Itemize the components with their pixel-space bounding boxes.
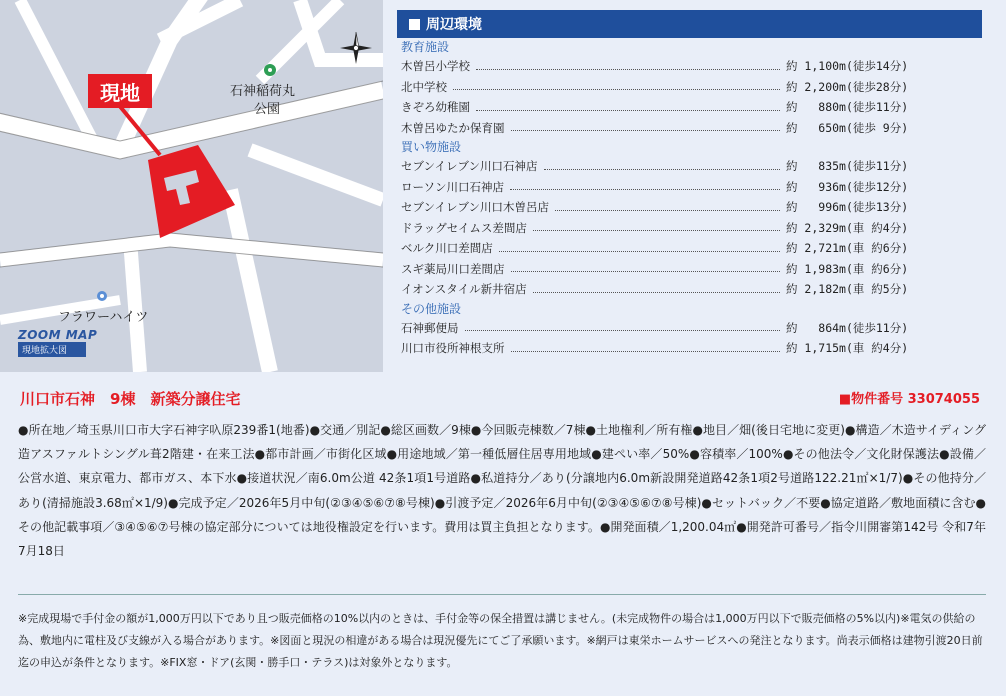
- facility-name: 木曽呂小学校: [401, 59, 470, 74]
- zoom-map-subtitle: 現地拡大図: [18, 342, 86, 357]
- facility-name: 木曽呂ゆたか保育園: [401, 120, 505, 135]
- property-number: ■物件番号 33074055: [838, 392, 980, 407]
- facility-row: [397, 218, 982, 239]
- facility-distance: 約 1,100m(徒歩14分): [786, 59, 909, 74]
- facility-distance: 約 2,200m(徒歩28分): [786, 79, 909, 94]
- facility-row: [397, 118, 982, 139]
- surroundings-title: 周辺環境: [426, 17, 482, 33]
- facility-name: ローソン川口石神店: [401, 179, 505, 194]
- facility-name: セブンイレブン川口木曽呂店: [401, 200, 550, 215]
- facility-name: ドラッグセイムス差間店: [401, 220, 527, 235]
- leader-dots: [533, 292, 780, 293]
- facility-distance: 約 996m(徒歩13分): [786, 200, 909, 215]
- facility-distance: 約 880m(徒歩11分): [786, 100, 909, 115]
- leader-dots: [555, 210, 780, 211]
- facility-distance: 約 2,329m(車 約4分): [786, 220, 909, 235]
- facility-distance: 約 1,715m(車 約4分): [786, 341, 909, 356]
- facility-distance: 約 864m(徒歩11分): [786, 320, 909, 335]
- leader-dots: [511, 130, 781, 131]
- divider: [18, 594, 986, 595]
- facility-row: [397, 177, 982, 198]
- zoom-map-caption: [18, 328, 114, 357]
- facility-row: [397, 77, 982, 98]
- leader-dots: [453, 89, 780, 90]
- facility-name: 北中学校: [401, 79, 447, 94]
- facility-distance: 約 2,182m(車 約5分): [786, 282, 909, 297]
- zoom-map-title: ZOOM MAP: [18, 328, 98, 342]
- facility-distance: 約 936m(徒歩12分): [786, 179, 909, 194]
- facility-row: [397, 318, 982, 339]
- park-label-line2: 公園: [254, 102, 281, 117]
- facility-row: [397, 279, 982, 300]
- site-label: 現地: [88, 74, 152, 108]
- facility-row: [397, 56, 982, 77]
- facility-distance: 約 835m(徒歩11分): [786, 159, 909, 174]
- leader-dots: [476, 69, 780, 70]
- zoom-map: [0, 0, 383, 372]
- facility-distance: 約 2,721m(車 約6分): [786, 241, 909, 256]
- leader-dots: [476, 110, 780, 111]
- facility-row: [397, 338, 982, 359]
- facility-distance: 約 650m(徒歩 9分): [786, 120, 909, 135]
- facility-distance: 約 1,983m(車 約6分): [786, 261, 909, 276]
- square-bullet-icon: [409, 19, 420, 30]
- building-label: フラワーハイツ: [58, 310, 149, 325]
- facility-list: [397, 38, 982, 359]
- leader-dots: [510, 189, 780, 190]
- leader-dots: [511, 271, 781, 272]
- park-label-line1: 石神稲荷丸: [230, 84, 296, 99]
- facility-name: 川口市役所神根支所: [401, 341, 505, 356]
- facility-category: 買い物施設: [401, 140, 462, 154]
- facility-name: 石神郵便局: [401, 320, 459, 335]
- facility-name: スギ薬局川口差間店: [401, 261, 505, 276]
- leader-dots: [533, 230, 780, 231]
- facility-row: [397, 197, 982, 218]
- disclaimer-notes: ※完成現場で手付金の額が1,000万円以下であり且つ販売価格の10%以内のときは、手付金等の保全措置は講じません。(未完成物件の場合は1,000万円以下で販売価格の5%以内)※電気の供給の為、敷地内に電柱及び支線が入る場合があります。※図面と現況の相違がある場合は現況優先にてご了承願います。※網戸は東栄ホームサービスへの発注となります。尚表示価格は建物引渡20日前迄の申込が条件となります。※FIX窓・ドア(玄関・勝手口・テラス)は対象外となります。: [18, 612, 983, 669]
- facility-row: [397, 156, 982, 177]
- facility-row: [397, 97, 982, 118]
- surroundings-header: [397, 10, 982, 38]
- facility-name: ベルク川口差間店: [401, 241, 493, 256]
- facility-name: イオンスタイル新井宿店: [401, 282, 527, 297]
- facility-row: [397, 259, 982, 280]
- leader-dots: [465, 330, 781, 331]
- leader-dots: [544, 169, 780, 170]
- facility-name: きぞろ幼稚園: [401, 100, 470, 115]
- facility-category: 教育施設: [401, 40, 450, 54]
- facility-name: セブンイレブン川口石神店: [401, 159, 538, 174]
- leader-dots: [511, 351, 781, 352]
- property-title: 川口市石神 9棟 新築分譲住宅: [20, 390, 241, 408]
- facility-row: [397, 238, 982, 259]
- surroundings-panel: [397, 10, 982, 374]
- leader-dots: [499, 251, 780, 252]
- property-details: ●所在地／埼玉県川口市大字石神字叺原239番1(地番)●交通／別記●総区画数／9棟●今回販売棟数／7棟●土地権利／所有権●地目／畑(後日宅地に変更)●構造／木造サイディング造アスファルトシングル葺2階建・在来工法●都市計画／市街化区域●用途地域／第一種低層住居専用地域●建ぺい率／50%●容積率／100%●その他法令／文化財保護法●設備／公営水道、東京電力、都市ガス、本下水●接道状況／南6.0m公道 42条1項1号道路●私道持分／あり(分譲地内6.0m新設開発道路42条1項2号道路122.21㎡×1/7)●その他持分／あり(清掃施設3.68㎡×1/9)●完成予定／2026年5月中旬(②③④⑤⑥⑦⑧号棟)●引渡予定／2026年6月中旬(②③④⑤⑥⑦⑧号棟)●セットバック／不要●協定道路／敷地面積に含む●その他記載事項／③④⑤⑥⑦号棟の協定部分については地役権設定を行います。費用は買主負担となります。●開発面積／1,200.04㎡●開発許可番号／指令川開審第142号 令和7年7月18日: [18, 423, 986, 559]
- facility-category: その他施設: [401, 301, 462, 316]
